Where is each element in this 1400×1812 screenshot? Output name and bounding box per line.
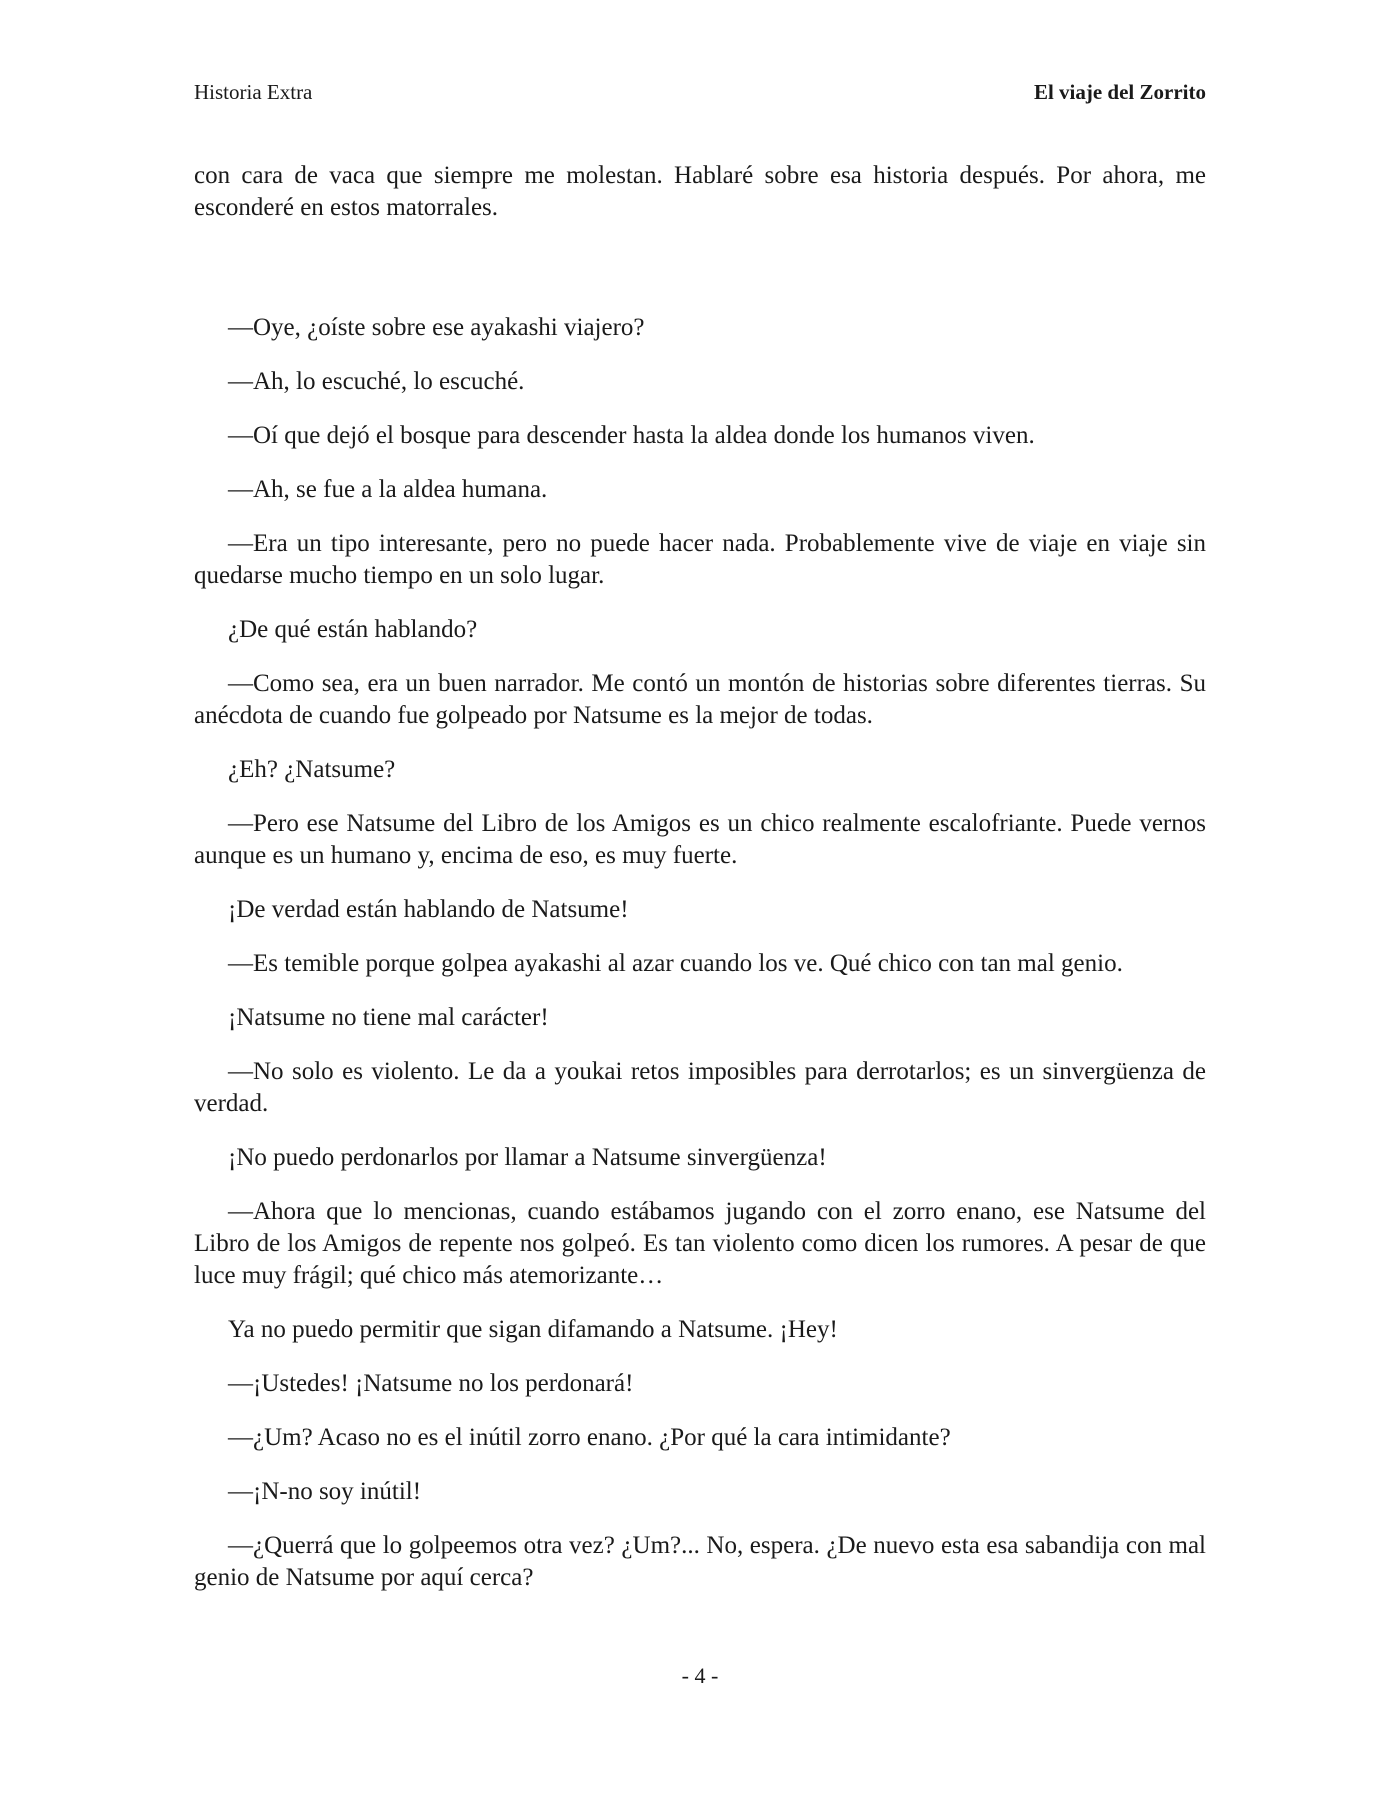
paragraph-20: —¿Querrá que lo golpeemos otra vez? ¿Um?... No, espera. ¿De nuevo esta esa sabandija con mal genio de Natsume por aquí cerca?: [194, 1532, 1206, 1591]
paragraph-10: ¡De verdad están hablando de Natsume!: [228, 896, 629, 923]
header-story-title: El viaje del Zorrito: [1033, 80, 1206, 104]
paragraph-7: —Como sea, era un buen narrador. Me contó un montón de historias sobre diferentes tierras. Su anécdota de cuando fue golpeado por Natsume es la mejor de todas.: [194, 670, 1206, 729]
paragraph-13: —No solo es violento. Le da a youkai retos imposibles para derrotarlos; es un sinvergüenza de verdad.: [194, 1058, 1206, 1117]
paragraph-16: Ya no puedo permitir que sigan difamando a Natsume. ¡Hey!: [228, 1316, 838, 1343]
running-header: [194, 80, 1206, 110]
paragraph-12: ¡Natsume no tiene mal carácter!: [228, 1004, 549, 1031]
paragraph-15: —Ahora que lo mencionas, cuando estábamos jugando con el zorro enano, ese Natsume del Libro de los Amigos de repente nos golpeó. Es tan violento como dicen los rumores. A pesar de que luce muy frágil; qué chico más atemorizante…: [194, 1198, 1206, 1289]
paragraph-17: —¡Ustedes! ¡Natsume no los perdonará!: [228, 1370, 634, 1397]
paragraph-0: con cara de vaca que siempre me molestan. Hablaré sobre esa historia después. Por ahora, me esconderé en estos matorrales.: [194, 162, 1206, 221]
page-number: - 4 -: [681, 1663, 719, 1688]
paragraph-5: —Era un tipo interesante, pero no puede hacer nada. Probablemente vive de viaje en viaje sin quedarse mucho tiempo en un solo lugar.: [194, 530, 1206, 589]
paragraph-8: ¿Eh? ¿Natsume?: [228, 756, 396, 783]
paragraph-18: —¿Um? Acaso no es el inútil zorro enano. ¿Por qué la cara intimidante?: [228, 1424, 951, 1451]
paragraph-19: —¡N-no soy inútil!: [228, 1478, 422, 1505]
paragraph-6: ¿De qué están hablando?: [228, 616, 478, 643]
paragraph-3: —Oí que dejó el bosque para descender hasta la aldea donde los humanos viven.: [228, 422, 1035, 449]
paragraph-2: —Ah, lo escuché, lo escuché.: [228, 368, 525, 395]
paragraph-11: —Es temible porque golpea ayakashi al azar cuando los ve. Qué chico con tan mal genio.: [228, 950, 1123, 977]
paragraph-4: —Ah, se fue a la aldea humana.: [228, 476, 548, 503]
paragraph-1: —Oye, ¿oíste sobre ese ayakashi viajero?: [228, 314, 645, 341]
header-section-title: Historia Extra: [194, 80, 313, 104]
paragraph-9: —Pero ese Natsume del Libro de los Amigos es un chico realmente escalofriante. Puede vernos aunque es un humano y, encima de eso, es muy fuerte.: [194, 810, 1206, 869]
paragraph-14: ¡No puedo perdonarlos por llamar a Natsume sinvergüenza!: [228, 1144, 827, 1171]
body-text: [194, 160, 1206, 1616]
